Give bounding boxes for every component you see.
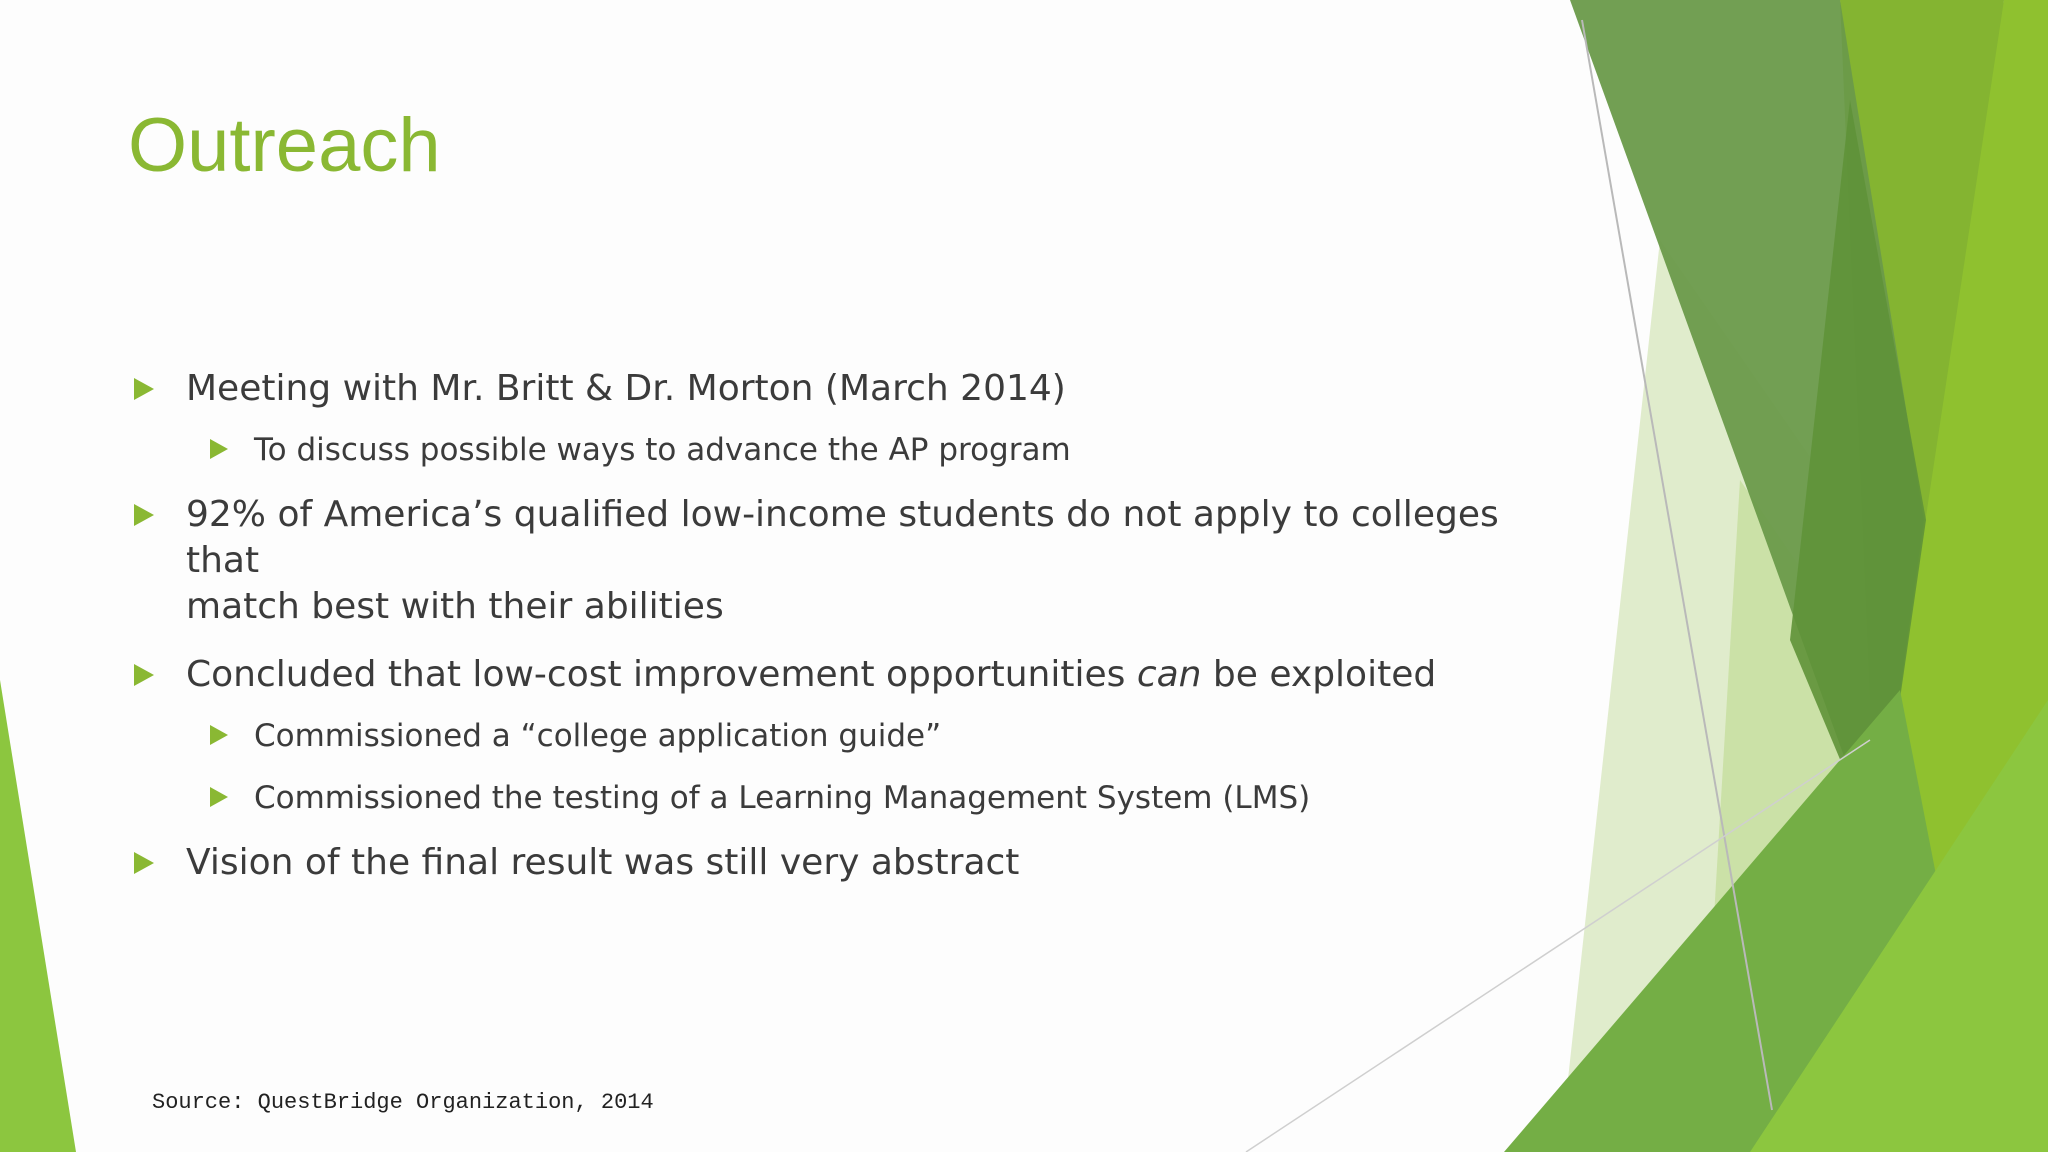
bullet-arrow-icon — [134, 852, 154, 874]
bullet-arrow-icon — [134, 664, 154, 686]
bullet-item — [130, 492, 1570, 630]
sub-bullet-item — [130, 778, 1570, 818]
bullet-text-pre: Concluded that low-cost improvement opportunities — [186, 654, 1137, 695]
bullet-text: Vision of the final result was still very abstract — [186, 842, 1020, 883]
bullet-text-line-1: 92% of America’s qualified low-income students do not apply to colleges that — [186, 494, 1499, 581]
bullet-item — [130, 840, 1570, 886]
bullet-arrow-icon — [210, 787, 228, 807]
bullet-arrow-icon — [210, 439, 228, 459]
bullet-text: Meeting with Mr. Britt & Dr. Morton (March 2014) — [186, 368, 1066, 409]
bullet-item — [130, 366, 1570, 412]
source-citation: Source: QuestBridge Organization, 2014 — [152, 1090, 654, 1115]
bullet-text-emphasis: can — [1136, 654, 1202, 695]
bullet-text: Commissioned the testing of a Learning Management System (LMS) — [254, 780, 1311, 816]
bullet-arrow-icon — [210, 725, 228, 745]
bullet-arrow-icon — [134, 378, 154, 400]
slide-title: Outreach — [128, 103, 441, 188]
bullet-arrow-icon — [134, 504, 154, 526]
bullet-text: To discuss possible ways to advance the AP program — [254, 432, 1071, 468]
sub-bullet-item — [130, 430, 1570, 470]
bullet-text-post: be exploited — [1201, 654, 1437, 695]
left-lime-sliver — [0, 680, 76, 1152]
bullet-item — [130, 652, 1570, 698]
bullet-list — [130, 366, 1570, 886]
sub-bullet-item — [130, 716, 1570, 756]
bullet-text: Commissioned a “college application guide” — [254, 718, 942, 754]
bullet-text-line-2: match best with their abilities — [186, 586, 724, 627]
